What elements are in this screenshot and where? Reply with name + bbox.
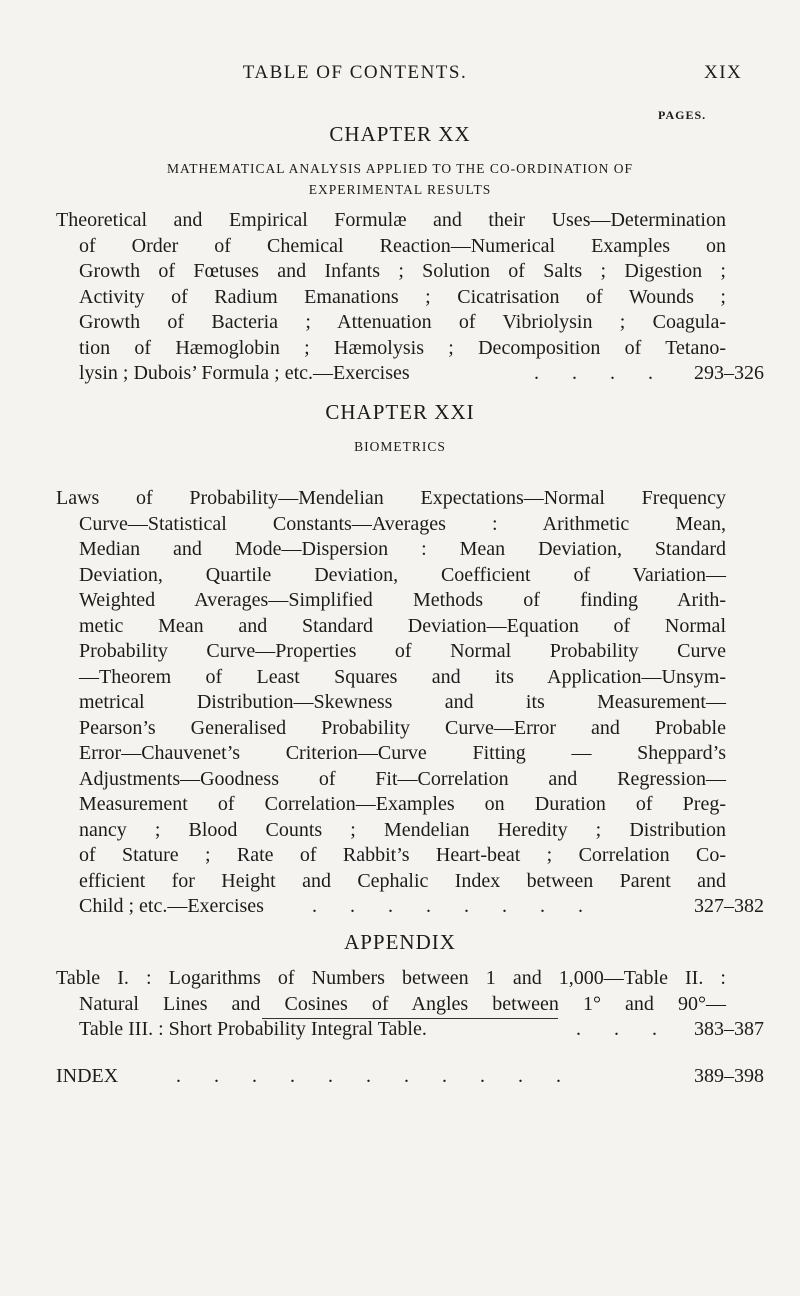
contents-line: Deviation, Quartile Deviation, Coefficient of Variation—	[79, 563, 726, 586]
contents-line: metrical Distribution—Skewness and its Measurement—	[79, 691, 726, 713]
chapter-heading: CHAPTER XX	[329, 122, 471, 146]
contents-line: lysin ; Dubois’ Formula ; etc.—Exercises	[79, 362, 410, 384]
contents-line: Median and Mode—Dispersion : Mean Deviation, Standard	[79, 538, 726, 560]
dot-leaders: . . . .	[534, 362, 667, 384]
chapter-subtitle	[60, 436, 740, 457]
chapter-subtitle-line: MATHEMATICAL ANALYSIS APPLIED TO THE CO-ORDINATION OF	[167, 161, 633, 176]
dot-leaders: . . .	[576, 1018, 671, 1040]
contents-line: Laws of Probability—Mendelian Expectations—Normal Frequency	[56, 487, 726, 509]
contents-line: Growth of Fœtuses and Infants ; Solution of Salts ; Digestion ;	[79, 260, 726, 282]
contents-line: —Theorem of Least Squares and its Application—Unsym-	[79, 665, 726, 688]
contents-line: Measurement of Correlation—Examples on Duration of Preg-	[79, 793, 726, 815]
contents-line: Curve—Statistical Constants—Averages : Arithmetic Mean,	[79, 512, 726, 535]
contents-line: Activity of Radium Emanations ; Cicatrisation of Wounds ;	[79, 285, 726, 308]
contents-line: Natural Lines and Cosines of Angles between 1° and 90°—	[79, 992, 726, 1015]
appendix-heading: APPENDIX	[344, 930, 456, 954]
index-label: INDEX	[56, 1065, 119, 1087]
contents-line: Probability Curve—Properties of Normal Probability Curve	[79, 640, 726, 662]
contents-line: Child ; etc.—Exercises	[79, 895, 264, 917]
contents-line: Pearson’s Generalised Probability Curve—Error and Probable	[79, 716, 726, 739]
contents-line: efficient for Height and Cephalic Index between Parent and	[79, 869, 726, 892]
page-number: XIX	[704, 62, 743, 83]
contents-line: metic Mean and Standard Deviation—Equation of Normal	[79, 614, 726, 637]
chapter-contents	[56, 208, 764, 387]
page-range: 293–326	[694, 362, 764, 384]
contents-line: of Stature ; Rate of Rabbit’s Heart-beat ; Correlation Co-	[79, 844, 726, 866]
page-range: 389–398	[694, 1065, 764, 1087]
contents-line: Weighted Averages—Simplified Methods of finding Arith-	[79, 589, 726, 611]
pages-column-label: PAGES.	[658, 108, 707, 122]
chapter-subtitle-line: EXPERIMENTAL RESULTS	[308, 182, 492, 197]
contents-line: of Order of Chemical Reaction—Numerical Examples on	[79, 234, 726, 257]
contents-line: nancy ; Blood Counts ; Mendelian Heredity ; Distribution	[79, 818, 726, 841]
contents-line: Adjustments—Goodness of Fit—Correlation and Regression—	[79, 767, 726, 790]
dot-leaders: . . . . . . . . . . .	[176, 1065, 575, 1087]
chapter-subtitle-line: BIOMETRICS	[354, 439, 446, 454]
contents-line: tion of Hæmoglobin ; Hæmolysis ; Decomposition of Tetano-	[79, 336, 726, 359]
dot-leaders: . . . . . . . .	[312, 895, 597, 917]
contents-line: Growth of Bacteria ; Attenuation of Vibriolysin ; Coagula-	[79, 311, 726, 333]
running-title: TABLE OF CONTENTS.	[242, 62, 468, 83]
index-entry	[56, 1064, 764, 1089]
chapter-contents	[56, 486, 764, 920]
appendix-contents	[56, 966, 764, 1043]
page-range: 383–387	[694, 1018, 764, 1040]
page-range: 327–382	[694, 895, 764, 917]
contents-line: Table I. : Logarithms of Numbers between 1 and 1,000—Table II. :	[56, 967, 726, 989]
section-divider	[262, 1018, 558, 1019]
contents-line: Theoretical and Empirical Formulæ and their Uses—Determination	[56, 209, 726, 231]
contents-line: Table III. : Short Probability Integral Table.	[79, 1018, 427, 1040]
chapter-subtitle	[60, 158, 740, 200]
chapter-heading: CHAPTER XXI	[325, 400, 475, 424]
contents-line: Error—Chauvenet’s Criterion—Curve Fitting — Sheppard’s	[79, 742, 726, 764]
